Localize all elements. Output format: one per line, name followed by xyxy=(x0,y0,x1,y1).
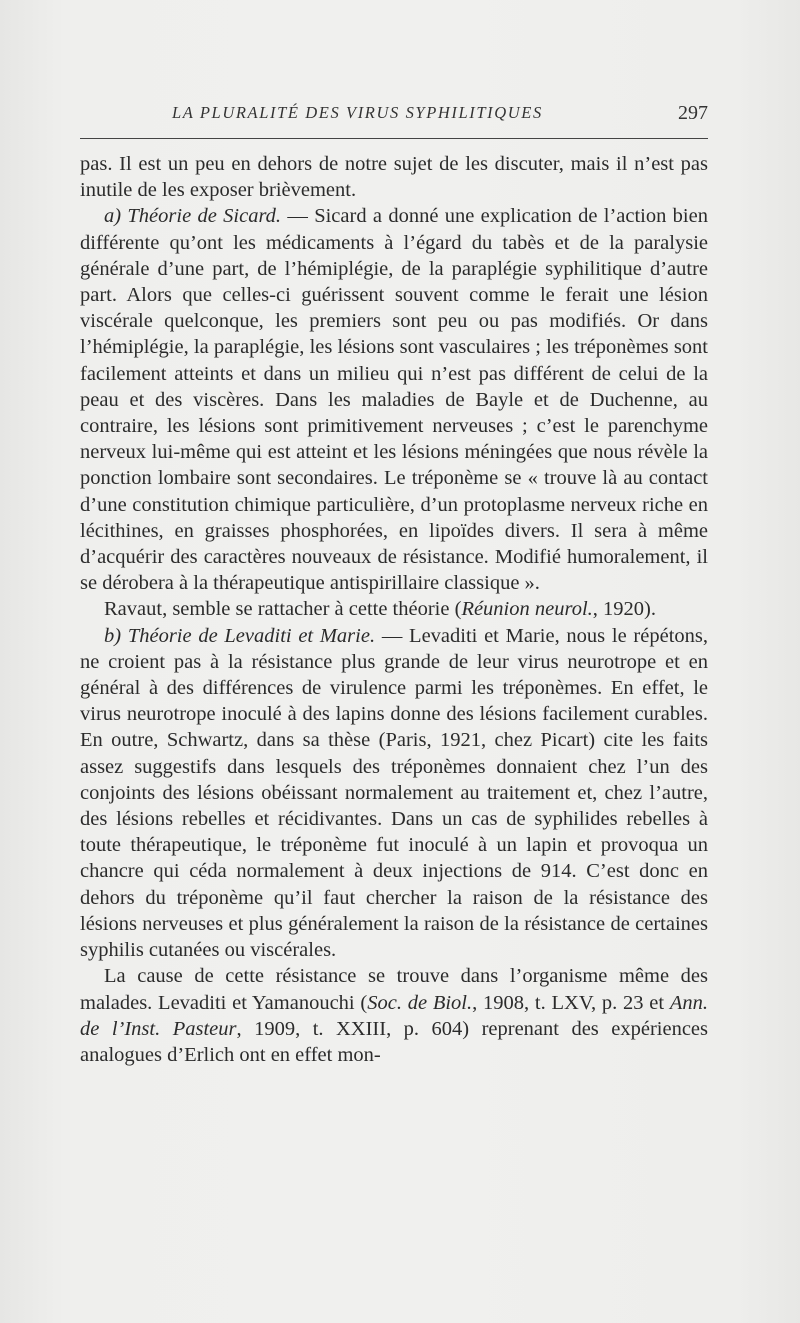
citation: Réunion neurol. xyxy=(461,598,593,621)
section-label: a) xyxy=(104,205,122,228)
paragraph-text: La cause de cette résistance se trouve dans l’organisme même des malades. Levaditi et Yamanouchi ( xyxy=(80,965,708,1014)
paragraph-theory-sicard xyxy=(80,203,708,596)
section-label: b) xyxy=(104,624,122,647)
paragraph-text: , 1909, t. XXIII, p. 604) reprenant des expériences analogues d’Erlich ont en effet mon- xyxy=(80,1017,708,1066)
body-text xyxy=(80,151,708,1068)
paragraph-text: Ravaut, semble se rattacher à cette théorie ( xyxy=(104,598,462,621)
paragraph-continuation xyxy=(80,151,708,203)
paragraph-theory-levaditi-marie xyxy=(80,623,708,964)
section-title: Théorie de Sicard. xyxy=(127,205,282,228)
page-number: 297 xyxy=(678,102,708,124)
citation: Ann. de l’Inst. Pasteur xyxy=(80,991,708,1040)
paragraph-cause-resistance xyxy=(80,963,708,1068)
paragraph-text: , 1908, t. LXV, p. 23 et xyxy=(472,991,670,1014)
paragraph-text: — Levaditi et Marie, nous le répétons, ne croient pas à la résistance plus grande de leur virus neurotrope et en général à des différences de virulence parmi les tréponèmes. En effet, le virus neurotrope inoculé à des lapins donne des lésions facilement curables. En outre, Schwartz, dans sa thèse (Paris, 1921, chez Picart) cite les faits assez suggestifs dans lesquels des tréponèmes donnaient chez l’un des conjoints des lésions obéissant normalement au traitement et, chez l’autre, des lésions rebelles et récidivantes. Dans un cas de syphilides rebelles à toute thérapeutique, le tréponème fut inoculé à un lapin et provoqua un chancre qui céda normalement à deux injections de 914. C’est donc en dehors du tréponème qu’il faut chercher la raison de la résistance des lésions nerveuses et plus généralement la raison de la résistance de certaines syphilis cutanées ou viscérales. xyxy=(80,624,708,962)
paragraph-text: — Sicard a donné une explication de l’action bien différente qu’ont les médicaments à l’égard du tabès et de la paralysie générale d’une part, de l’hémiplégie, de la paraplégie syphilitique d’autre part. Alors que celles-ci guérissent souvent comme le ferait une lésion viscérale quelconque, les premiers sont peu ou pas modifiés. Or dans l’hémiplégie, la paraplégie, les lésions sont vasculaires ; les tréponèmes sont facilement atteints et dans un milieu qui n’est pas différent de celui de la peau et des viscères. Dans les maladies de Bayle et de Duchenne, au contraire, les lésions sont primitivement nerveuses ; c’est le parenchyme nerveux lui-même qui est atteint et les lésions méningées que nous révèle la ponction lombaire sont secondaires. Le tréponème se « trouve là au contact d’une constitution chimique particulière, d’un protoplasme nerveux riche en lécithines, en graisses phosphorées, en lipoïdes divers. Il sera à même d’acquérir des caractères nouveaux de résistance. Modifié humoralement, il se dérobera à la thérapeutique antispirillaire classique ». xyxy=(80,205,708,595)
paragraph-ravaut xyxy=(80,596,708,622)
section-title: Théorie de Levaditi et Marie. xyxy=(127,624,376,647)
page-header xyxy=(80,102,708,138)
running-title: LA PLURALITÉ DES VIRUS SYPHILITIQUES xyxy=(172,103,543,122)
citation: Soc. de Biol. xyxy=(367,991,473,1014)
paragraph-text: , 1920). xyxy=(592,598,656,621)
header-rule xyxy=(80,138,708,139)
paragraph-text: pas. Il est un peu en dehors de notre sujet de les discuter, mais il n’est pas inutile de les exposer brièvement. xyxy=(80,153,708,202)
